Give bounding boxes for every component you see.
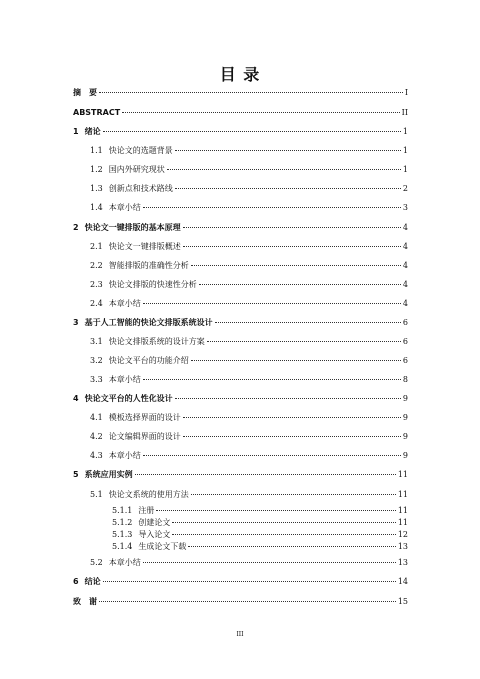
- toc-entry[interactable]: [90, 336, 408, 347]
- toc-entry-label: [73, 469, 133, 480]
- dot-leader: [191, 360, 401, 361]
- toc-entry-number: 4.2: [90, 432, 103, 441]
- toc-entry-label: [90, 557, 141, 568]
- dot-leader: [143, 379, 401, 380]
- dot-leader: [191, 265, 401, 266]
- toc-entry-number: 5.1.2: [112, 518, 133, 527]
- toc-entry-text: 本章小结: [108, 203, 141, 212]
- toc-entry-text: 快论文平台的功能介绍: [108, 356, 189, 365]
- toc-entry[interactable]: [90, 355, 408, 366]
- toc-entry[interactable]: [73, 87, 408, 98]
- toc-entry-label: [112, 505, 154, 516]
- toc-entry-text: 快论文一键排版概述: [108, 242, 181, 251]
- dot-leader: [183, 417, 401, 418]
- toc-entry-label: [90, 412, 181, 423]
- dot-leader: [188, 546, 395, 547]
- toc-entry-number: 6: [73, 577, 79, 586]
- dot-leader: [215, 322, 401, 323]
- dot-leader: [199, 284, 401, 285]
- dot-leader: [175, 150, 401, 151]
- toc-entry-label: [112, 529, 170, 540]
- dot-leader: [143, 303, 401, 304]
- toc-entry[interactable]: [73, 222, 408, 233]
- toc-entry-label: ABSTRACT: [73, 108, 121, 117]
- toc-entry-label: [90, 279, 197, 290]
- toc-entry-page: 14: [397, 577, 408, 586]
- dot-leader: [143, 562, 396, 563]
- toc-entry-text: 基于人工智能的快论文排版系统设计: [84, 318, 213, 327]
- toc-entry-text: 本章小结: [108, 558, 141, 567]
- toc-entry-number: 1.4: [90, 203, 103, 212]
- toc-entry-page: 15: [397, 597, 408, 606]
- toc-entry-page: II: [401, 108, 408, 117]
- toc-entry-page: 11: [397, 506, 408, 515]
- toc-entry[interactable]: [90, 374, 408, 385]
- toc-entry[interactable]: [112, 505, 408, 516]
- toc-entry[interactable]: [90, 279, 408, 290]
- toc-entry-number: 1.2: [90, 165, 103, 174]
- dot-leader: [167, 169, 401, 170]
- toc-entry[interactable]: [90, 164, 408, 175]
- toc-entry-text: 本章小结: [108, 451, 141, 460]
- toc-entry-text: 论文编辑界面的设计: [108, 432, 181, 441]
- toc-entry-number: 1.3: [90, 184, 103, 193]
- toc-entry-page: 4: [402, 242, 408, 251]
- toc-entry-page: 4: [402, 261, 408, 270]
- toc-entry[interactable]: [90, 412, 408, 423]
- toc-entry-number: 5.2: [90, 558, 103, 567]
- toc-entry-number: 4: [73, 394, 79, 403]
- toc-entry-text: 快论文排版的快速性分析: [108, 280, 197, 289]
- toc-entry-label: [90, 450, 141, 461]
- toc-entry-page: 4: [402, 223, 408, 232]
- toc-entry-text: 生成论文下载: [138, 542, 187, 551]
- toc-entry-number: 5.1.1: [112, 506, 133, 515]
- toc-entry-label: 致 谢: [73, 597, 97, 606]
- toc-entry-label: [73, 222, 181, 233]
- dot-leader: [103, 131, 401, 132]
- dot-leader: [207, 341, 401, 342]
- toc-entry-page: 1: [402, 146, 408, 155]
- toc-entry-text: 国内外研究现状: [108, 165, 165, 174]
- dot-leader: [175, 188, 401, 189]
- toc-entry-page: 9: [402, 432, 408, 441]
- toc-entry[interactable]: [90, 489, 408, 500]
- toc-entry[interactable]: [73, 596, 408, 607]
- toc-entry-page: 8: [402, 375, 408, 384]
- toc-entry-page: 1: [402, 127, 408, 136]
- toc-entry[interactable]: [73, 393, 408, 404]
- toc-entry-number: 2: [73, 223, 79, 232]
- toc-entry-page: 4: [402, 299, 408, 308]
- toc-entry[interactable]: [73, 576, 408, 587]
- dot-leader: [122, 112, 399, 113]
- dot-leader: [156, 510, 395, 511]
- dot-leader: [172, 522, 395, 523]
- toc-entry-label: [90, 241, 181, 252]
- toc-entry-text: 模板选择界面的设计: [108, 413, 181, 422]
- toc-entry-text: 结论: [84, 577, 101, 586]
- toc-entry-number: 2.2: [90, 261, 103, 270]
- dot-leader: [99, 92, 403, 93]
- toc-entry-label: [90, 164, 165, 175]
- toc-entry-page: 9: [402, 413, 408, 422]
- toc-entry-page: 6: [402, 337, 408, 346]
- toc-entry-number: 3.1: [90, 337, 103, 346]
- toc-entry-number: 2.3: [90, 280, 103, 289]
- dot-leader: [135, 474, 396, 475]
- toc-entry-page: 11: [397, 518, 408, 527]
- toc-entry-number: 4.1: [90, 413, 103, 422]
- toc-entry-page: 6: [402, 318, 408, 327]
- toc-entry-label: [73, 126, 101, 137]
- dot-leader: [143, 455, 401, 456]
- toc-entry-label: [90, 260, 189, 271]
- toc-entry-label: [73, 393, 173, 404]
- toc-entry-text: 系统应用实例: [84, 470, 133, 479]
- toc-entry-label: [90, 298, 141, 309]
- toc-entry-number: 4.3: [90, 451, 103, 460]
- toc-entry[interactable]: [90, 241, 408, 252]
- toc-entry-text: 快论文平台的人性化设计: [84, 394, 173, 403]
- dot-leader: [191, 494, 396, 495]
- page-title: 目 录: [219, 65, 261, 84]
- toc-entry[interactable]: [90, 450, 408, 461]
- toc-entry-text: 快论文的选题背景: [108, 146, 173, 155]
- toc-entry[interactable]: [90, 260, 408, 271]
- toc-entry-page: 11: [397, 470, 408, 479]
- toc-entry-number: 1: [73, 127, 79, 136]
- toc-entry-page: 9: [402, 394, 408, 403]
- toc-entry-number: 3.2: [90, 356, 103, 365]
- toc-entry-page: 6: [402, 356, 408, 365]
- toc-entry-label: [90, 374, 141, 385]
- toc-entry[interactable]: [90, 298, 408, 309]
- toc-entry-label: [112, 517, 170, 528]
- toc-entry[interactable]: [90, 202, 408, 213]
- toc-entry-text: 绪论: [84, 127, 101, 136]
- toc-entry-text: 快论文排版系统的设计方案: [108, 337, 205, 346]
- toc-entry-page: 13: [397, 558, 408, 567]
- toc-entry-text: 智能排版的准确性分析: [108, 261, 189, 270]
- toc-entry-text: 本章小结: [108, 375, 141, 384]
- toc-entry[interactable]: [90, 145, 408, 156]
- toc-entry[interactable]: [73, 317, 408, 328]
- toc-entry-label: [90, 183, 173, 194]
- toc-entry[interactable]: [90, 431, 408, 442]
- dot-leader: [103, 581, 396, 582]
- toc-entry-text: 导入论文: [138, 530, 171, 539]
- toc-entry-label: [73, 576, 101, 587]
- dot-leader: [172, 534, 395, 535]
- toc-entry-number: 2.1: [90, 242, 103, 251]
- toc-entry-label: 摘 要: [73, 88, 97, 97]
- dot-leader: [175, 398, 401, 399]
- toc-entry[interactable]: [73, 469, 408, 480]
- toc-entry[interactable]: [112, 517, 408, 528]
- dot-leader: [99, 601, 396, 602]
- toc-entry-number: 3.3: [90, 375, 103, 384]
- toc-entry-page: 4: [402, 280, 408, 289]
- toc-entry-number: 5.1: [90, 490, 103, 499]
- toc-entry-text: 快论文一键排版的基本原理: [84, 223, 181, 232]
- toc-entry[interactable]: [90, 183, 408, 194]
- toc-entry-page: 11: [397, 490, 408, 499]
- toc-entry-number: 1.1: [90, 146, 103, 155]
- toc-entry-label: [90, 145, 173, 156]
- toc-entry[interactable]: [73, 126, 408, 137]
- dot-leader: [183, 436, 401, 437]
- toc-entry[interactable]: [73, 107, 408, 118]
- toc-entry-page: 13: [397, 542, 408, 551]
- toc-entry-label: [90, 336, 205, 347]
- toc-entry[interactable]: [112, 529, 408, 540]
- toc-entry[interactable]: [90, 557, 408, 568]
- toc-entry-number: 2.4: [90, 299, 103, 308]
- toc-entry-label: [90, 202, 141, 213]
- toc-entry-page: I: [404, 88, 408, 97]
- toc-entry-number: 5.1.3: [112, 530, 133, 539]
- toc-entry-label: [73, 317, 213, 328]
- footer-page-number: III: [236, 631, 244, 638]
- toc-entry-number: 5.1.4: [112, 542, 133, 551]
- dot-leader: [183, 227, 401, 228]
- toc-entry-label: [90, 431, 181, 442]
- toc-entry-page: 2: [402, 184, 408, 193]
- toc-entry-page: 3: [402, 203, 408, 212]
- toc-entry-label: [90, 489, 189, 500]
- toc-entry[interactable]: [112, 541, 408, 552]
- dot-leader: [143, 207, 401, 208]
- toc-entry-text: 创新点和技术路线: [108, 184, 173, 193]
- toc-entry-label: [112, 541, 186, 552]
- toc-entry-text: 注册: [138, 506, 155, 515]
- toc-entry-page: 9: [402, 451, 408, 460]
- toc-entry-page: 12: [397, 530, 408, 539]
- toc-entry-text: 创建论文: [138, 518, 171, 527]
- toc-entry-label: [90, 355, 189, 366]
- toc-entry-number: 3: [73, 318, 79, 327]
- toc-entry-page: 1: [402, 165, 408, 174]
- toc-entry-text: 快论文系统的使用方法: [108, 490, 189, 499]
- dot-leader: [183, 246, 401, 247]
- toc-entry-text: 本章小结: [108, 299, 141, 308]
- toc-entry-number: 5: [73, 470, 79, 479]
